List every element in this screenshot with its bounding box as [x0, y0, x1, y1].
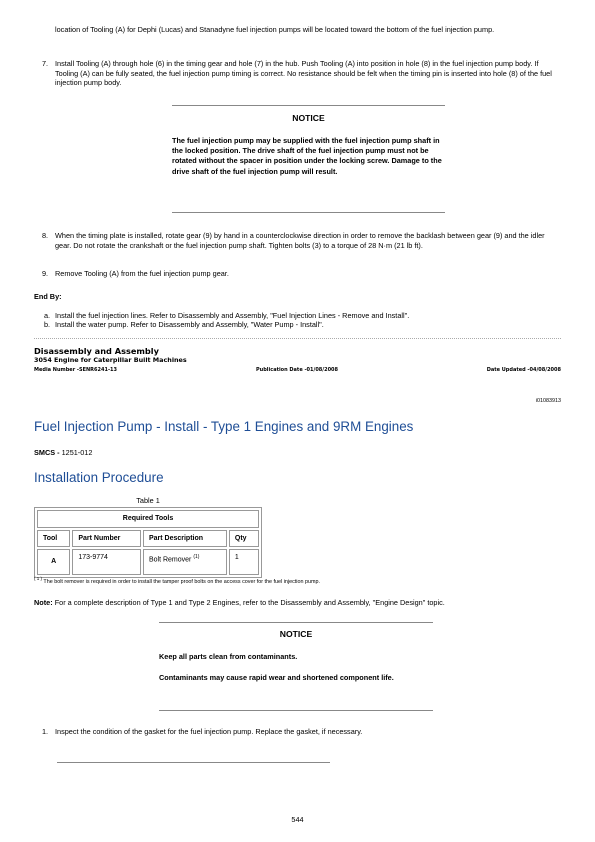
end-by-item-b-letter: b. [44, 320, 51, 329]
note-label: Note: [34, 598, 53, 607]
smcs-line [34, 448, 92, 458]
footnote-marker: ( 1 ) [34, 576, 43, 581]
table-title: Required Tools [37, 510, 259, 528]
table-header-qty: Qty [229, 530, 259, 548]
notice-2-text-1: Keep all parts clean from contaminants. [159, 652, 298, 661]
table-header-tool: Tool [37, 530, 70, 548]
end-by-item-a-letter: a. [44, 311, 51, 320]
publication-date: Publication Date -01/08/2008 [256, 367, 339, 373]
bottom-rule [57, 762, 330, 763]
table-footnote [34, 575, 320, 586]
notice-2-bottom-rule [159, 710, 433, 711]
step-1-number: 1. [42, 727, 49, 736]
continued-paragraph: location of Tooling (A) for Dephi (Lucas) and Stanadyne fuel injection pumps will be located toward the bottom of the fuel injection pump. [55, 25, 495, 34]
smcs-label: SMCS - [34, 448, 62, 457]
notice-1-top-rule [172, 105, 445, 106]
step-9-text: Remove Tooling (A) from the fuel injection pump gear. [55, 269, 229, 278]
step-7-text: Install Tooling (A) through hole (6) in the timing gear and hole (7) in the hub. Push Tooling (A) into position in hole (8) in the fuel injection pump body. If Tooling (A) can be fully seated, the fuel injection pump timing is correct. No resistance should be felt when the timing pin is inserted into hole (8) of the fuel injection pump body. [55, 59, 552, 88]
media-number: Media Number -SENR6241-13 [34, 367, 117, 373]
table-header-part-number: Part Number [72, 530, 141, 548]
notice-1-title: NOTICE [292, 113, 325, 123]
note-text: For a complete description of Type 1 and Type 2 Engines, refer to the Disassembly and Assembly, "Engine Design" topic. [54, 598, 445, 607]
end-by-label: End By: [34, 292, 62, 301]
table-header-part-description: Part Description [143, 530, 227, 548]
notice-2-top-rule [159, 622, 433, 623]
section-divider [34, 338, 561, 339]
notice-1-bottom-rule [172, 212, 445, 213]
doc-section-title: Disassembly and Assembly [34, 346, 159, 356]
table-cell-description [143, 549, 227, 575]
footnote-text: The bolt remover is required in order to install the tamper proof bolts on the access cover for the fuel injection pump. [43, 578, 320, 585]
footnote-ref: (1) [193, 554, 200, 561]
table-caption: Table 1 [136, 496, 160, 505]
end-by-item-a-text: Install the fuel injection lines. Refer to Disassembly and Assembly, "Fuel Injection Lines - Remove and Install". [55, 311, 410, 320]
description-text: Bolt Remover [148, 556, 192, 564]
main-title: Fuel Injection Pump - Install - Type 1 Engines and 9RM Engines [34, 419, 414, 434]
step-8-number: 8. [42, 231, 49, 240]
document-id: i01083913 [535, 398, 561, 404]
smcs-value: 1251-012 [61, 448, 93, 457]
step-8-text: When the timing plate is installed, rotate gear (9) by hand in a counterclockwise direction in order to remove the backlash between gear (9) and the idler gear. Do not rotate the crankshaft or the fuel injection pump shaft. Tighten bolts (3) to a torque of 28 N·m (21 lb ft). [55, 231, 545, 250]
required-tools-table [34, 507, 262, 578]
notice-2-title: NOTICE [279, 629, 313, 639]
page-number: 544 [291, 815, 304, 824]
table-cell-tool: A [37, 549, 70, 575]
date-updated: Date Updated -04/08/2008 [486, 367, 561, 373]
step-1-text: Inspect the condition of the gasket for the fuel injection pump. Replace the gasket, if necessary. [55, 727, 363, 736]
table-cell-part-number: 173-9774 [72, 549, 141, 575]
table-cell-qty: 1 [229, 549, 259, 575]
step-9-number: 9. [42, 269, 49, 278]
notice-2-text-2: Contaminants may cause rapid wear and shortened component life. [159, 673, 394, 682]
end-by-item-b-text: Install the water pump. Refer to Disassembly and Assembly, "Water Pump - Install". [55, 320, 324, 329]
installation-procedure-heading: Installation Procedure [34, 470, 164, 485]
note-paragraph [34, 598, 564, 608]
doc-subtitle: 3054 Engine for Caterpillar Built Machines [34, 356, 187, 364]
notice-1-text: The fuel injection pump may be supplied with the fuel injection pump shaft in the locked position. The drive shaft of the fuel injection pump must not be rotated without the spacer in position under the locking screw. Damage to the drive shaft of the fuel injection pump will result. [172, 136, 442, 176]
step-7-number: 7. [42, 59, 49, 68]
